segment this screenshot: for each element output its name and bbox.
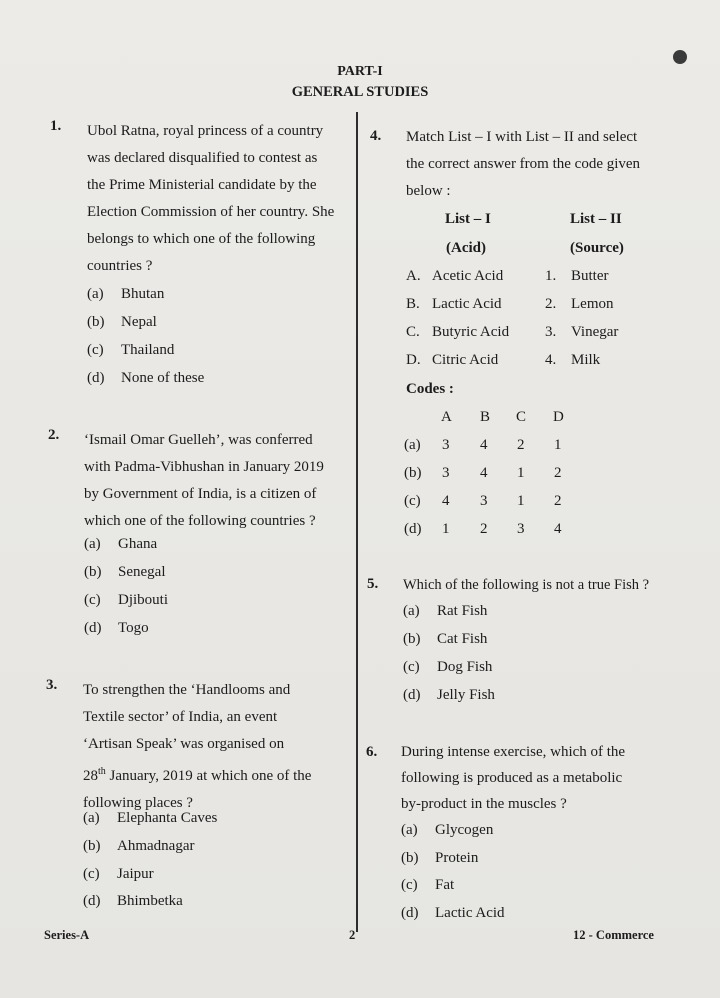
option-2d [84,620,149,637]
question-number-6: 6. [366,744,378,760]
option-text: Ghana [118,536,158,552]
code-col-header: A [441,409,452,425]
list-2-title: List – II [570,211,622,227]
list-item-text: Milk [571,352,601,368]
list-1-item [406,296,502,313]
codes-label: Codes : [406,381,454,397]
option-text: Bhimbetka [117,893,183,909]
option-1d [87,370,204,387]
code-value: 4 [554,521,562,537]
option-text: Jelly Fish [437,687,495,703]
question-number-3: 3. [46,677,58,693]
question-line: Ubol Ratna, royal princess of a country [87,123,324,139]
question-line: following is produced as a metabolic [401,770,623,786]
option-1a [87,286,164,303]
option-label: (a) [87,286,104,302]
option-text: Dog Fish [437,659,493,675]
question-number-2: 2. [48,427,60,443]
option-text: Glycogen [435,822,494,838]
section-title: GENERAL STUDIES [291,84,429,100]
option-label: (a) [84,536,101,552]
option-3b [83,838,194,855]
option-text: None of these [121,370,205,386]
list-item-label: D. [406,352,421,368]
code-value: 3 [442,437,450,453]
question-number-5: 5. [367,576,379,592]
footer-page-number: 2 [349,928,356,942]
option-text: Bhutan [121,286,165,302]
option-label: (b) [84,564,102,580]
question-4-text [406,124,662,205]
list-item-label: 1. [545,268,557,284]
code-value: 3 [517,521,525,537]
list-item-text: Lactic Acid [432,296,502,312]
question-line: with Padma-Vibhushan in January 2019 [84,459,324,475]
question-line: Textile sector’ of India, an event [83,709,278,725]
list-item-label: B. [406,296,420,312]
option-3d [83,893,183,910]
option-label: (c) [403,659,420,675]
question-line: Which of the following is not a true Fish ? [403,577,650,593]
punch-hole-mark [673,50,687,64]
list-1-subtitle: (Acid) [446,240,486,256]
list-2-item [545,352,600,369]
option-label: (a) [83,810,100,826]
question-line: below : [406,183,451,199]
option-label: (b) [87,314,105,330]
part-title: PART-I [337,64,383,79]
option-5b [403,631,487,648]
option-label: (a) [403,603,420,619]
column-divider [356,112,358,932]
option-6d [401,905,505,922]
footer-subject: 12 - Commerce [573,928,654,942]
option-text: Jaipur [117,866,154,882]
question-line [83,758,337,790]
option-6b [401,850,478,867]
option-label: (b) [401,850,419,866]
date-rest: January, 2019 at which one of the [109,768,312,784]
option-label: (a) [401,822,418,838]
list-item-text: Vinegar [571,324,619,340]
option-2b [84,564,165,581]
code-value: 3 [480,493,488,509]
option-text: Ahmadnagar [117,838,195,854]
code-row-label: (b) [404,465,422,481]
question-line: the correct answer from the code given [406,156,641,172]
code-row-label: (d) [404,521,422,537]
code-row-label: (a) [404,437,421,453]
option-5c [403,659,492,676]
option-label: (d) [403,687,421,703]
question-number-1: 1. [50,118,62,134]
question-line: Election Commission of her country. She [87,204,335,220]
option-6a [401,822,493,839]
question-line: following places ? [83,795,193,811]
question-line: ‘Ismail Omar Guelleh’, was conferred [84,432,313,448]
option-3c [83,866,154,883]
question-line: was declared disqualified to contest as [87,150,318,166]
list-item-label: C. [406,324,420,340]
question-6-text [401,739,657,817]
list-item-label: 4. [545,352,557,368]
option-text: Thailand [121,342,175,358]
option-text: Djibouti [118,592,169,608]
list-1-item [406,352,498,369]
list-item-label: 2. [545,296,557,312]
option-label: (d) [84,620,102,636]
question-line: During intense exercise, which of the [401,744,626,760]
option-5d [403,687,495,704]
code-col-header: B [480,409,491,425]
option-text: Togo [118,620,149,636]
footer-series: Series-A [44,928,90,942]
code-value: 4 [480,437,488,453]
option-5a [403,603,487,620]
option-label: (c) [87,342,104,358]
question-line: by-product in the muscles ? [401,796,567,812]
list-2-subtitle: (Source) [570,240,624,256]
option-text: Nepal [121,314,157,330]
option-text: Senegal [118,564,166,580]
option-text: Rat Fish [437,603,488,619]
option-label: (b) [403,631,421,647]
code-value: 2 [554,493,562,509]
list-item-text: Butyric Acid [432,324,510,340]
list-item-text: Butter [571,268,609,284]
option-text: Elephanta Caves [117,810,218,826]
question-line: the Prime Ministerial candidate by the [87,177,317,193]
question-line: which one of the following countries ? [84,513,316,529]
code-value: 2 [517,437,525,453]
code-value: 4 [480,465,488,481]
option-label: (c) [83,866,100,882]
question-5-text [403,572,673,599]
option-label: (c) [84,592,101,608]
option-1b [87,314,157,331]
option-label: (c) [401,877,418,893]
question-2-text [84,427,342,535]
option-text: Lactic Acid [435,905,505,921]
option-label: (d) [87,370,105,386]
option-6c [401,877,454,894]
list-item-label: A. [406,268,421,284]
code-col-header: D [553,409,564,425]
code-value: 4 [442,493,450,509]
list-item-label: 3. [545,324,557,340]
code-value: 1 [554,437,562,453]
list-2-item [545,296,614,313]
list-item-text: Citric Acid [432,352,499,368]
option-1c [87,342,174,359]
question-line: ‘Artisan Speak’ was organised on [83,736,285,752]
list-1-item [406,268,503,285]
code-value: 1 [517,465,525,481]
option-3a [83,810,217,827]
code-value: 2 [554,465,562,481]
list-1-item [406,324,509,341]
question-line: Match List – I with List – II and select [406,129,638,145]
option-label: (d) [401,905,419,921]
date-number: 28 [83,768,98,784]
question-number-4: 4. [370,128,382,144]
code-value: 1 [442,521,450,537]
list-item-text: Lemon [571,296,614,312]
list-2-item [545,324,618,341]
option-label: (b) [83,838,101,854]
code-value: 3 [442,465,450,481]
question-line: by Government of India, is a citizen of [84,486,317,502]
list-2-item [545,268,609,285]
option-text: Protein [435,850,479,866]
question-3-text [83,677,337,817]
option-text: Cat Fish [437,631,488,647]
list-1-title: List – I [445,211,491,227]
question-line: belongs to which one of the following [87,231,316,247]
date-suffix: th [98,766,106,777]
code-row-label: (c) [404,493,421,509]
option-label: (d) [83,893,101,909]
option-2c [84,592,168,609]
question-line: To strengthen the ‘Handlooms and [83,682,291,698]
code-value: 2 [480,521,488,537]
code-col-header: C [516,409,527,425]
question-1-text [87,118,353,280]
question-line: countries ? [87,258,153,274]
code-value: 1 [517,493,525,509]
option-2a [84,536,157,553]
list-item-text: Acetic Acid [432,268,504,284]
option-text: Fat [435,877,455,893]
